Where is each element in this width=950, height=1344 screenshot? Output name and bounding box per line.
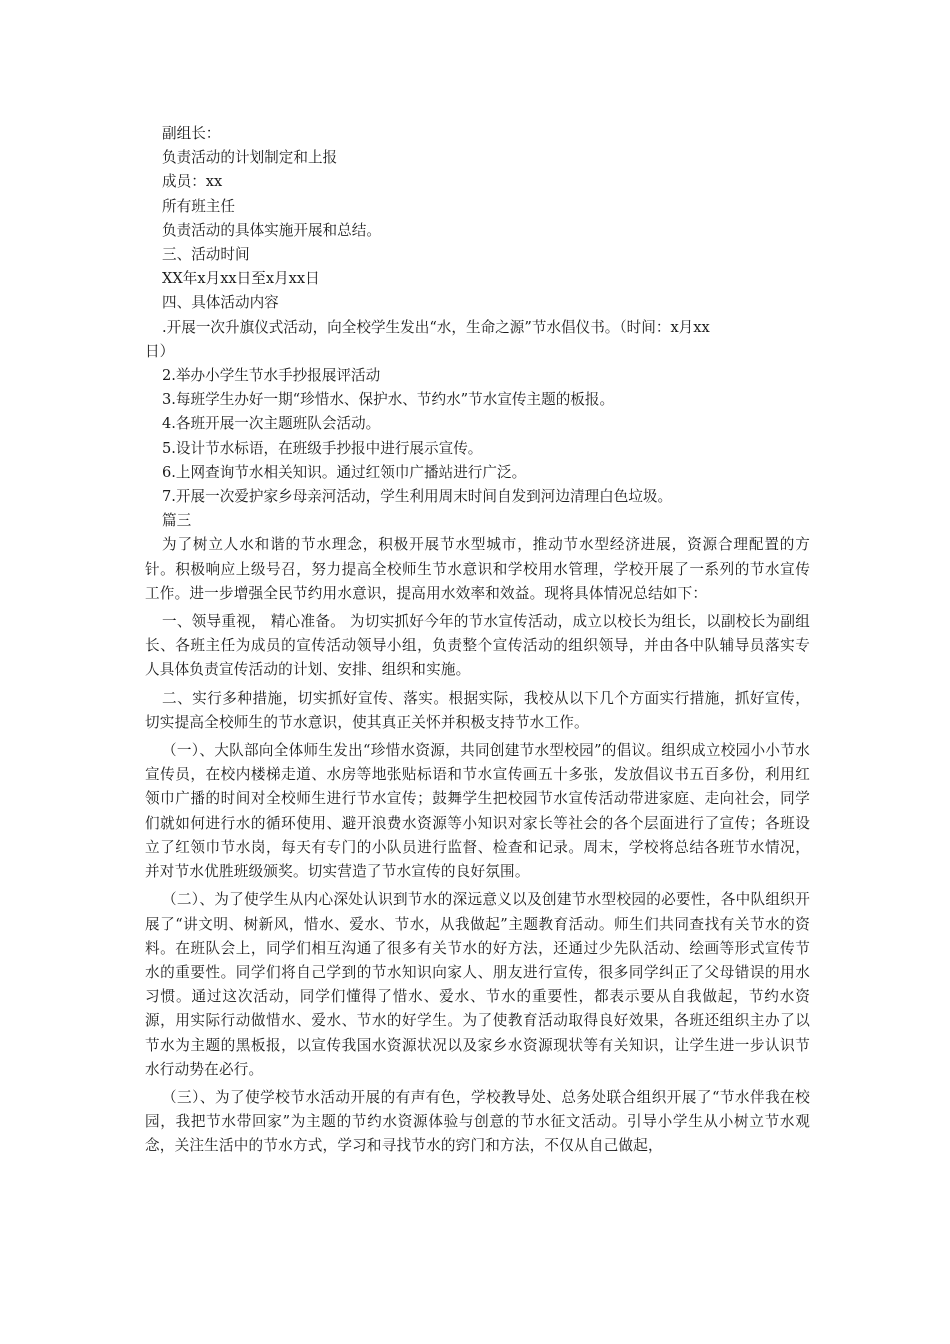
list-item: 7.开展一次爱护家乡母亲河活动，学生利用周末时间自发到河边清理白色垃圾。 [162,488,673,506]
text-line: 副组长： [162,125,221,142]
list-item: 5.设计节水标语，在班级手抄报中进行展示宣传。 [162,439,483,457]
text-line: 负责活动的具体实施开展和总结。 [162,221,381,239]
document-body [145,122,810,1159]
text-line: XX年x月xx日至x月xx日 [162,270,320,288]
paragraph: 二、实行多种措施，切实抓好宣传、落实。根据实际，我校从以下几个方面实行措施，抓好宣传，切实提高全校师生的节水意识，使其真正关怀并积极支持节水工作。 [145,689,810,731]
text-line: 成员：xx [162,173,223,191]
paragraph: 一、领导重视， 精心准备。 为切实抓好今年的节水宣传活动，成立以校长为组长，以副校长为副组长、各班主任为成员的宣传活动领导小组，负责整个宣传活动的组织领导，并由各中队辅导员落实专人具体负责宣传活动的计划、安排、组织和实施。 [145,613,810,679]
text-line: 所有班主任 [162,197,235,215]
list-item: 4.各班开展一次主题班队会活动。 [162,415,381,433]
paragraph: （二）、为了使学生从内心深处认识到节水的深远意义以及创建节水型校园的必要性，各中队组织开展了“讲文明、树新风，惜水、爱水、节水，从我做起”主题教育活动。师生们共同查找有关节水的资料。在班队会上，同学们相互沟通了很多有关节水的好方法，还通过少先队活动、绘画等形式宣传节水的重要性。同学们将自己学到的节水知识向家人、朋友进行宣传，很多同学纠正了父母错误的用水习惯。通过这次活动，同学们懂得了惜水、爱水、节水的重要性，都表示要从自我做起，节约水资源，用实际行动做惜水、爱水、节水的好学生。为了使教育活动取得良好效果，各班还组织主办了以节水为主题的黑板报，以宣传我国水资源状况以及家乡水资源现状等有关知识，让学生进一步认识节水行动势在必行。 [145,891,810,1078]
section-heading: 四、具体活动内容 [162,294,279,312]
section-heading: 三、活动时间 [162,246,250,264]
paragraph: （一）、大队部向全体师生发出“珍惜水资源，共同创建节水型校园”的倡议。组织成立校园小小节水宣传员，在校内楼梯走道、水房等地张贴标语和节水宣传画五十多张，发放倡议书五百多份，利用红领巾广播的时间对全校师生进行节水宣传；鼓舞学生把校园节水宣传活动带进家庭、走向社会，同学们就如何进行水的循环使用、避开浪费水资源等小知识对家长等社会的各个层面进行了宣传；各班设立了红领巾节水岗，每天有专门的小队员进行监督、检查和记录。周末，学校将总结各班节水情况，并对节水优胜班级颁奖。切实营造了节水宣传的良好氛围。 [145,742,810,881]
list-item: 6.上网查询节水相关知识。通过红领巾广播站进行广泛。 [162,463,527,481]
list-item-continued: 日） [145,342,175,360]
paragraph: 为了树立人水和谐的节水理念，积极开展节水型城市，推动节水型经济进展，资源合理配置的方针。积极响应上级号召，努力提高全校师生节水意识和学校用水管理，学校开展了一系列的节水宣传工作。进一步增强全民节约用水意识，提高用水效率和效益。现将具体情况总结如下： [145,536,810,602]
list-item: .开展一次升旗仪式活动，向全校学生发出“水，生命之源”节水倡仪书。（时间：x月xx [162,318,710,336]
list-item: 3.每班学生办好一期“珍惜水、保护水、节约水”节水宣传主题的板报。 [162,391,615,409]
text-line: 负责活动的计划制定和上报 [162,149,338,167]
section-title: 篇三 [162,512,192,530]
list-item: 2.举办小学生节水手抄报展评活动 [162,367,381,385]
paragraph: （三）、为了使学校节水活动开展的有声有色，学校教导处、总务处联合组织开展了“节水伴我在校园，我把节水带回家”为主题的节约水资源体验与创意的节水征文活动。引导小学生从小树立节水观念，关注生活中的节水方式，学习和寻找节水的窍门和方法，不仅从自己做起， [145,1088,810,1155]
